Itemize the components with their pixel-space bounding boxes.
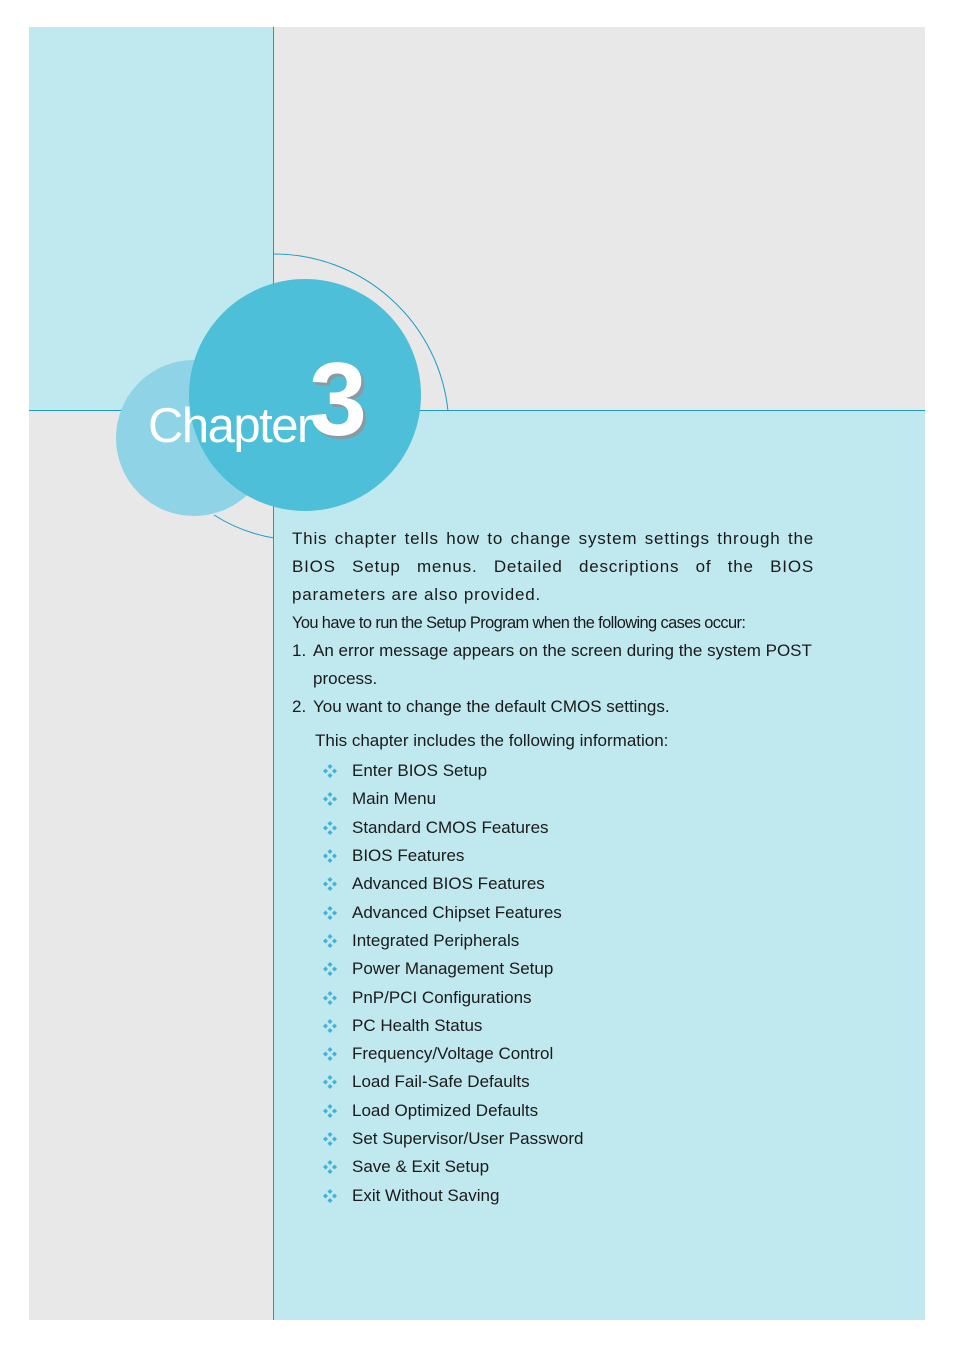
- topic-label: Set Supervisor/User Password: [352, 1129, 584, 1148]
- chapter-number: 3: [309, 342, 367, 458]
- list-item: [322, 1040, 814, 1068]
- outer-arc-bottom: [214, 515, 274, 538]
- topics-list: [292, 757, 814, 1210]
- list-item: [322, 757, 814, 785]
- cases-list: [292, 637, 814, 721]
- list-item: [322, 1097, 814, 1125]
- topic-label: Main Menu: [352, 789, 437, 809]
- list-number: 1.: [292, 641, 307, 660]
- four-diamond-bullet-icon: [322, 1046, 338, 1062]
- list-number: 2.: [292, 697, 307, 716]
- list-item: [322, 785, 814, 813]
- topic-label: Load Fail-Safe Defaults: [352, 1072, 530, 1092]
- includes-lead: This chapter includes the following information:: [315, 731, 669, 750]
- four-diamond-bullet-icon: [322, 1131, 338, 1147]
- topic-label: Integrated Peripherals: [352, 930, 520, 950]
- list-item: [322, 1012, 814, 1040]
- list-item: [322, 1181, 814, 1209]
- four-diamond-bullet-icon: [322, 1103, 338, 1119]
- four-diamond-bullet-icon: [322, 876, 338, 892]
- topic-label: Load Optimized Defaults: [352, 1100, 539, 1120]
- list-text: An error message appears on the screen during the system POST process.: [313, 641, 812, 688]
- list-item: [322, 1068, 814, 1096]
- chapter-content: [292, 525, 814, 1210]
- topic-label: PnP/PCI Configurations: [352, 987, 532, 1007]
- topic-label: Advanced BIOS Features: [352, 874, 545, 894]
- topic-label: Standard CMOS Features: [352, 817, 549, 837]
- list-item: [292, 693, 814, 721]
- list-item: [322, 927, 814, 955]
- list-item: [322, 955, 814, 983]
- topic-label: PC Health Status: [352, 1015, 483, 1035]
- topic-label: Save & Exit Setup: [352, 1157, 490, 1177]
- topic-label: Advanced Chipset Features: [352, 902, 562, 922]
- four-diamond-bullet-icon: [322, 791, 338, 807]
- topic-label: Enter BIOS Setup: [352, 761, 488, 781]
- intro-paragraph: This chapter tells how to change system settings through the BIOS Setup menus. Detailed descriptions of the BIOS parameters are also provided.: [292, 529, 814, 604]
- four-diamond-bullet-icon: [322, 933, 338, 949]
- four-diamond-bullet-icon: [322, 763, 338, 779]
- list-item: [322, 898, 814, 926]
- list-item: [322, 1153, 814, 1181]
- topic-label: Exit Without Saving: [352, 1185, 500, 1205]
- list-item: [322, 814, 814, 842]
- list-item: [322, 842, 814, 870]
- four-diamond-bullet-icon: [322, 961, 338, 977]
- topic-label: Frequency/Voltage Control: [352, 1044, 554, 1064]
- topic-label: BIOS Features: [352, 846, 465, 866]
- four-diamond-bullet-icon: [322, 1159, 338, 1175]
- large-circle: [189, 279, 421, 511]
- four-diamond-bullet-icon: [322, 820, 338, 836]
- list-text: You want to change the default CMOS settings.: [313, 697, 670, 716]
- chapter-word: Chapter: [148, 399, 312, 453]
- four-diamond-bullet-icon: [322, 1188, 338, 1204]
- four-diamond-bullet-icon: [322, 1018, 338, 1034]
- list-item: [322, 1125, 814, 1153]
- four-diamond-bullet-icon: [322, 905, 338, 921]
- list-item: [292, 637, 814, 693]
- four-diamond-bullet-icon: [322, 848, 338, 864]
- topic-label: Power Management Setup: [352, 959, 554, 979]
- list-item: [322, 983, 814, 1011]
- four-diamond-bullet-icon: [322, 1074, 338, 1090]
- cases-lead: You have to run the Setup Program when the following cases occur:: [292, 614, 746, 632]
- four-diamond-bullet-icon: [322, 990, 338, 1006]
- list-item: [322, 870, 814, 898]
